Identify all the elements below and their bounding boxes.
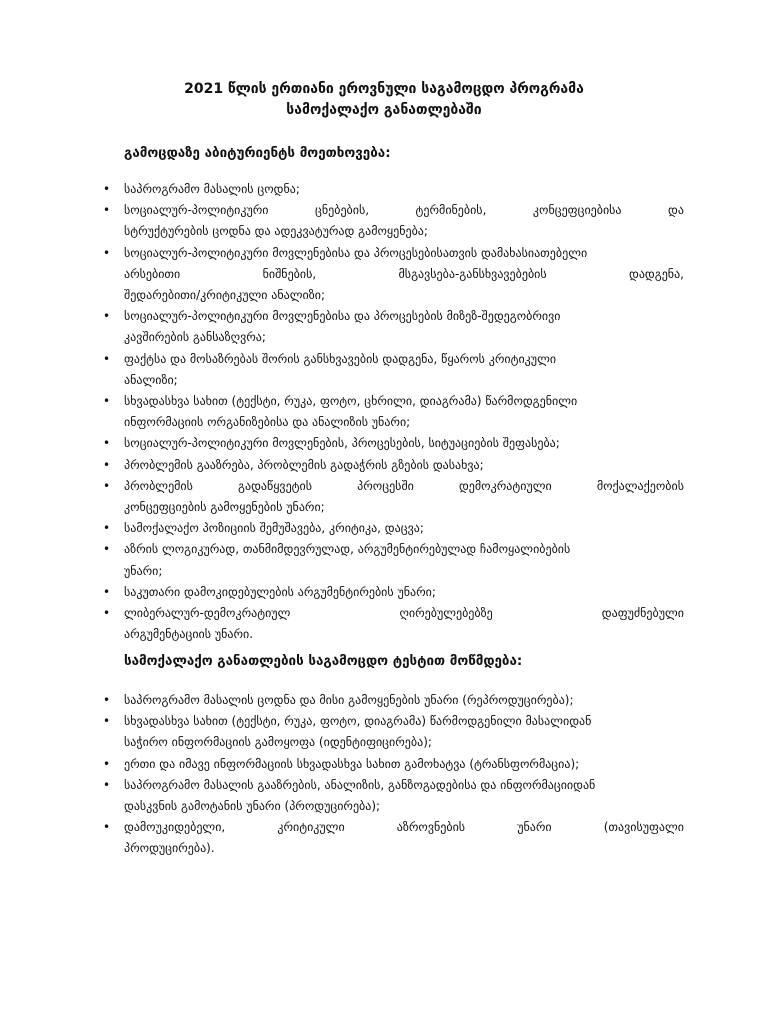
list-item-line xyxy=(124,603,684,624)
list-item xyxy=(0,775,768,817)
list-item-line xyxy=(124,518,684,539)
list-item-text: სხვადასხვა სახით (ტექსტი, რუკა, ფოტო, ცხრილი, დიაგრამა) წარმოდგენილი xyxy=(124,394,578,409)
list-item-text: სოციალურ-პოლიტიკური მოვლენების, პროცესების, სიტუაციების შეფასება; xyxy=(124,436,560,451)
list-item xyxy=(0,433,768,454)
bullet-icon: • xyxy=(103,777,111,792)
list-item-text: არსებითი xyxy=(124,266,181,281)
list-item-line xyxy=(124,327,684,348)
list-item-line xyxy=(124,817,684,838)
list-item-text: საპროგრამო მასალის ცოდნა და მისი გამოყენების უნარი (რეპროდუცირება); xyxy=(124,693,574,707)
section-2-heading: სამოქალაქო განათლების საგამოცდო ტესტით მოწმდება: xyxy=(124,654,523,669)
list-item-text: კონცეფციების გამოყენების უნარი; xyxy=(124,500,325,515)
list-item-text: მოქალაქეობის xyxy=(596,478,684,493)
list-item-line xyxy=(124,582,684,603)
list-item-text: სოციალურ-პოლიტიკური მოვლენებისა და პროცესებისათვის დამახასიათებელი xyxy=(124,245,588,260)
bullet-icon: • xyxy=(103,478,111,493)
list-item-text: აზრის ლოგიკურად, თანმიმდევრულად, არგუმენტირებულად ჩამოყალიბების xyxy=(124,542,571,557)
list-item-text: საკუთარი დამოკიდებულების არგუმენტირების უნარი; xyxy=(124,584,436,599)
bullet-icon: • xyxy=(103,756,111,771)
document-title-line-2: სამოქალაქო განათლებაში xyxy=(286,102,482,118)
list-item xyxy=(0,817,768,859)
list-item-text: პრობლემის გააზრება, პრობლემის გადაჭრის გზების დასახვა; xyxy=(124,457,484,472)
list-item xyxy=(0,391,768,433)
list-item-text: აზროვნების xyxy=(396,820,466,835)
list-item-text: ლიბერალურ-დემოკრატიულ xyxy=(124,606,291,621)
list-item-text: ფაქტსა და მოსაზრებას შორის განსხვავების დადგენა, წყაროს კრიტიკული xyxy=(124,351,557,366)
bullet-icon: • xyxy=(103,584,111,599)
list-item-text: საპროგრამო მასალის გააზრების, ანალიზის, განზოგადებისა და ინფორმაციიდან xyxy=(124,777,596,792)
list-item xyxy=(0,539,768,581)
list-item xyxy=(0,200,768,242)
list-item xyxy=(0,349,768,391)
list-item-line xyxy=(124,370,684,391)
list-item-text: საპროგრამო მასალის ცოდნა; xyxy=(124,182,300,196)
list-item-line xyxy=(124,243,684,264)
bullet-icon: • xyxy=(103,693,111,707)
list-item-text: ინფორმაციის ორგანიზებისა და ანალიზის უნარი; xyxy=(124,415,411,430)
list-item-text: გადაწყვეტის xyxy=(238,478,313,493)
list-item xyxy=(0,243,768,307)
list-item-text: პრობლემის xyxy=(124,478,193,493)
list-item-line xyxy=(124,179,684,200)
bullet-icon: • xyxy=(103,542,111,557)
list-item-text: ერთი და იმავე ინფორმაციის სხვადასხვა სახით გამოხატვა (ტრანსფორმაცია); xyxy=(124,756,580,771)
bullet-icon: • xyxy=(103,457,111,472)
list-item xyxy=(0,306,768,348)
list-item-line xyxy=(124,732,684,753)
list-item-line xyxy=(124,624,684,645)
list-item xyxy=(0,455,768,476)
list-item-line xyxy=(124,200,684,221)
list-item-text: ტერმინების, xyxy=(415,203,487,218)
bullet-icon: • xyxy=(103,436,111,451)
list-item-line xyxy=(124,412,684,433)
list-item-text: ცნებების, xyxy=(315,203,370,218)
bullet-icon: • xyxy=(103,351,111,366)
list-item xyxy=(0,754,768,775)
list-item xyxy=(0,582,768,603)
list-item-text: კავშირების განსაზღვრა; xyxy=(124,330,266,345)
bullet-icon: • xyxy=(103,714,111,729)
bullet-icon: • xyxy=(103,606,111,621)
list-item-text: პროცესში xyxy=(357,478,414,493)
list-item-line xyxy=(124,539,684,560)
list-item-text: კრიტიკული xyxy=(277,820,345,835)
list-item-line xyxy=(124,497,684,518)
list-item-line xyxy=(124,775,684,796)
bullet-icon: • xyxy=(103,394,111,409)
list-item-text: (თავისუფალი xyxy=(603,820,684,835)
list-item-text: უნარი; xyxy=(124,563,163,578)
list-item-text: სხვადასხვა სახით (ტექსტი, რუკა, ფოტო, დიაგრამა) წარმოდგენილი მასალიდან xyxy=(124,714,592,729)
list-item-line xyxy=(124,838,684,859)
list-item xyxy=(0,179,768,200)
list-item-text: ღირებულებებზე xyxy=(399,606,493,621)
list-item-text: შედარებითი/კრიტიკული ანალიზი; xyxy=(124,288,325,303)
list-item-line xyxy=(124,754,684,775)
list-item-text: მსგავსება-განსხვავებების xyxy=(398,266,547,281)
list-item-text: დემოკრატიული xyxy=(458,478,552,493)
bullet-icon: • xyxy=(103,182,111,196)
section-1-heading: გამოცდაზე აბიტურიენტს მოეთხოვება: xyxy=(124,146,391,161)
list-item-line xyxy=(124,711,684,732)
list-item-line xyxy=(124,285,684,306)
list-item-text: დასკვნის გამოტანის უნარი (პროდუცირება); xyxy=(124,799,381,814)
list-item-text: და xyxy=(668,203,684,218)
section-1-list xyxy=(0,179,768,645)
list-item-line xyxy=(124,455,684,476)
list-item-text: სოციალურ-პოლიტიკური xyxy=(124,203,269,218)
list-item-text: ანალიზი; xyxy=(124,372,178,387)
list-item-text: საჭირო ინფორმაციის გამოყოფა (იდენტიფიცირება); xyxy=(124,735,432,750)
list-item-line xyxy=(124,690,684,711)
list-item-line xyxy=(124,221,684,242)
list-item xyxy=(0,476,768,518)
bullet-icon: • xyxy=(103,203,111,218)
list-item-text: სოციალურ-პოლიტიკური მოვლენებისა და პროცესების მიზეზ-შედეგობრივი xyxy=(124,309,561,324)
list-item-text: ნიშნების, xyxy=(262,266,317,281)
list-item-text: დაფუძნებული xyxy=(601,606,684,621)
document-title-line-1: 2021 წლის ერთიანი ეროვნული საგამოცდო პროგრამა xyxy=(184,81,584,97)
bullet-icon: • xyxy=(103,245,111,260)
list-item-text: სამოქალაქო პოზიციის შემუშავება, კრიტიკა, დაცვა; xyxy=(124,521,424,536)
list-item xyxy=(0,690,768,711)
list-item-text: არგუმენტაციის უნარი. xyxy=(124,627,254,642)
list-item-line xyxy=(124,561,684,582)
list-item-line xyxy=(124,264,684,285)
list-item-line xyxy=(124,796,684,817)
list-item-text: კონცეფციებისა xyxy=(532,203,622,218)
list-item-text: დამოუკიდებელი, xyxy=(124,820,226,835)
list-item-text: სტრუქტურების ცოდნა და ადეკვატურად გამოყენება; xyxy=(124,224,428,239)
list-item xyxy=(0,603,768,645)
list-item-line xyxy=(124,349,684,370)
list-item-text: უნარი xyxy=(517,820,552,835)
list-item-text: პროდუცირება). xyxy=(124,841,215,856)
list-item xyxy=(0,518,768,539)
list-item-line xyxy=(124,306,684,327)
bullet-icon: • xyxy=(103,309,111,324)
list-item xyxy=(0,711,768,753)
list-item-text: დადგენა, xyxy=(629,266,684,281)
section-2-list xyxy=(0,690,768,860)
list-item-line xyxy=(124,433,684,454)
list-item-line xyxy=(124,391,684,412)
bullet-icon: • xyxy=(103,521,111,536)
bullet-icon: • xyxy=(103,820,111,835)
list-item-line xyxy=(124,476,684,497)
